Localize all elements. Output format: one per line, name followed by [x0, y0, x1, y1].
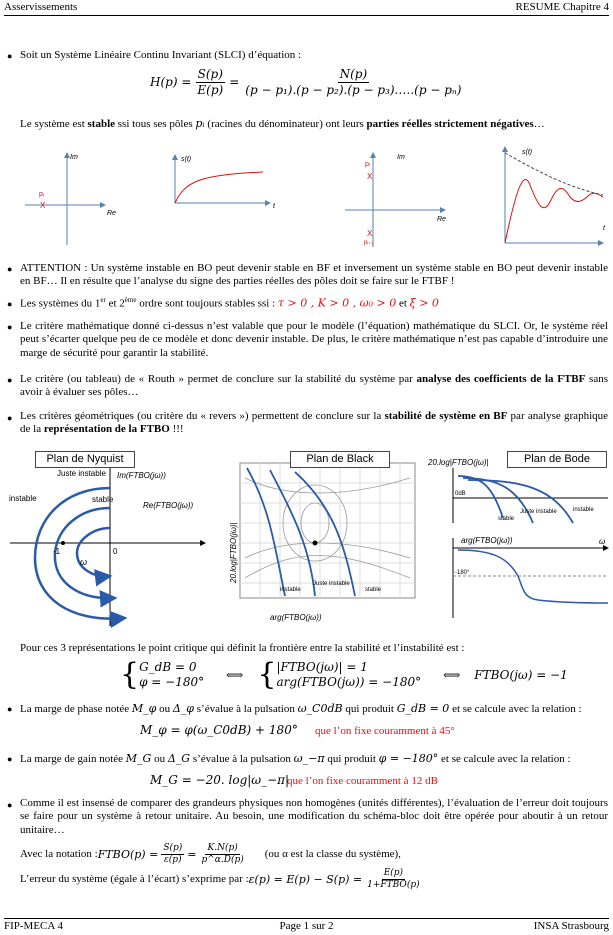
cond-arg: arg(FTBO(jω)) = −180°: [276, 675, 422, 689]
ftbo-lhs: FTBO(p) =: [97, 847, 159, 861]
error-text: Comme il est insensé de comparer des grandeurs physiques non homogènes (unités différentes), l’évaluation de l’erreur doit toujours se faire pour un système à retour unitaire. Au besoin, une modification du schéma-bloc doit être opérée pour aboutir à un retour unitaire…: [20, 797, 608, 836]
phase-margin-formula: M_φ = φ(ω_C0dB) + 180°: [140, 723, 298, 737]
b6-b: stabilité de système en BF: [384, 410, 508, 422]
cond-modulus: |FTBO(jω)| = 1: [276, 660, 368, 675]
cond-gdb: G_dB = 0: [139, 660, 197, 675]
mg-sym2: Δ_G: [167, 752, 191, 765]
page-header: [4, 1, 609, 16]
black-plot: [215, 448, 420, 628]
bullet-dot: ●: [7, 299, 13, 309]
bode-title: Plan de Bode: [507, 451, 607, 468]
b6-c: par analyse graphique de la: [20, 410, 609, 436]
mg-w: ω_−π: [293, 752, 325, 765]
im-label-2: Im: [397, 154, 405, 161]
eq-mid: =: [229, 74, 240, 89]
ny-minus-one: -1: [53, 547, 61, 556]
mp-e: et se calcule avec la relation :: [449, 703, 582, 715]
mp-sym2: Δ_φ: [172, 702, 195, 715]
mg-b: ou: [151, 753, 168, 765]
bullet-dot: ●: [7, 754, 13, 764]
phase-margin-note: que l’on fixe couramment à 45°: [315, 725, 455, 737]
b3-c: ordre sont toujours stables ssi :: [136, 297, 278, 310]
slci-intro: Soit un Système Linéaire Continu Invariant (SLCI) d’équation :: [20, 49, 302, 61]
class-note: (ou α est la classe du système),: [264, 847, 401, 860]
error-formula: ε(p) = E(p) − S(p) =: [248, 872, 363, 886]
mg-a: La marge de gain notée: [20, 753, 126, 765]
eq-den-2: (p − p₁).(p − p₂).(p − p₃).….(p − pₙ): [245, 82, 462, 97]
footer-left: FIP-MECA 4: [4, 920, 63, 932]
ftbo-frac-2: [199, 843, 245, 866]
attention-text: ATTENTION : Un système instable en BO peut devenir stable en BF et inversement un système stable en BO peut devenir instable en BF… Il en résulte que l’analyse du signe des parties réelles des pôles doit se faire sur le FTBF !: [20, 262, 608, 288]
bullet-dot: ●: [7, 704, 13, 714]
order-stability-text: [20, 296, 608, 311]
b6-a: Les critères géométriques (ou critère du « revers ») permettent de conclure sur la: [20, 410, 385, 422]
bullet-dot: ●: [7, 375, 13, 385]
slci-equation: [150, 67, 463, 97]
ny-instable: instable: [9, 494, 37, 503]
gain-margin-note: que l’on fixe couramment à 12 dB: [287, 775, 438, 787]
ftbo-d1: ε(p): [163, 854, 182, 865]
b3-a: Les systèmes du 1: [20, 297, 101, 310]
equiv-2: ⟺: [443, 667, 461, 682]
bullet-dot: ●: [7, 413, 13, 423]
t-label: t: [273, 203, 275, 210]
ftbo-n2: K.N(p): [207, 843, 238, 853]
eq-num-1: S(p): [197, 67, 223, 81]
stability-definition: [20, 117, 610, 131]
gain-margin-formula: M_G = −20. log|ω_−π|: [150, 773, 290, 787]
b6-e: !!!: [169, 423, 184, 436]
stable-pole-plane: [25, 153, 116, 245]
oscillating-step-response: [505, 147, 606, 243]
b3-sup2: ème: [124, 296, 137, 304]
pole-label-3: pᵢ₊₁: [364, 240, 374, 246]
bl-juste: Juste instable: [313, 581, 350, 587]
bullet-dot: ●: [7, 51, 13, 61]
error-d: 1+FTBO(p): [367, 879, 420, 890]
bl-x-axis: arg(FTBO(jω)): [270, 613, 322, 622]
gain-margin-text: [20, 752, 608, 766]
b5-a: Le critère (ou tableau) de « Routh » permet de conclure sur la stabilité du système par: [20, 373, 417, 385]
nyquist-title: Plan de Nyquist: [35, 451, 135, 468]
cond-set-2: [276, 660, 421, 689]
pole-marker-3: X: [367, 229, 373, 238]
ftbo-notation: [20, 843, 401, 866]
stability-plots: [5, 448, 610, 628]
black-title: Plan de Black: [290, 451, 390, 468]
nyquist-plot: [5, 448, 210, 628]
stab-3: ssi tous ses pôles: [115, 118, 196, 130]
re-label-2: Re: [437, 216, 446, 223]
st-label: s(t): [181, 156, 192, 163]
ny-omega: ω: [80, 557, 88, 567]
pole-marker: X: [40, 201, 46, 210]
bo-instable: instable: [573, 507, 594, 513]
b3-cond: τ > 0 , K > 0 , ω₀ > 0: [277, 296, 397, 310]
equiv-1: ⟺: [226, 667, 244, 682]
bullet-dot: ●: [7, 264, 13, 274]
error-frac: [365, 868, 421, 891]
pole-label-2: pᵢ: [365, 161, 370, 168]
stab-2: stable: [87, 118, 116, 130]
bullet-dot: ●: [7, 800, 13, 810]
bo-180: -180°: [455, 570, 470, 576]
bullet-dot: ●: [7, 322, 13, 332]
b3-b: et 2: [105, 297, 125, 310]
mp-a: La marge de phase notée: [20, 703, 132, 715]
ftbo-n1: S(p): [163, 843, 183, 853]
mp-w: ω_C0dB: [297, 702, 343, 715]
brace-1: {: [120, 657, 140, 692]
mg-e: et se calcule avec la relation :: [438, 753, 571, 765]
criterion-limit-text: Le critère mathématique donné ci-dessus n’est valable que pour le modèle (l’équation) mathématique du SLCI. Or, le système réel peut s’écarter quelque peu de ce modèle et donc devenir instable. De plus, le critère mathématique n’est pas capable d’introduire une marge de sécurité pour garantir la stabilité.: [20, 320, 608, 359]
page-footer: [4, 918, 609, 934]
header-right: RESUME Chapitre 4: [515, 1, 609, 13]
bo-0db: 0dB: [455, 491, 466, 497]
poles-figure: [25, 145, 610, 250]
error-label: L’erreur du système (égale à l’écart) s’exprime par :: [20, 872, 249, 885]
b6-d: représentation de la FTBO: [43, 423, 170, 436]
mp-g: G_dB = 0: [396, 702, 450, 715]
ftbo-eq: =: [187, 847, 197, 861]
mg-sym: M_G: [125, 752, 152, 765]
ny-zero: 0: [113, 547, 118, 556]
oscillating-pole-plane: [345, 153, 446, 247]
stable-step-response: [175, 155, 276, 210]
bo-omega: ω: [599, 537, 606, 546]
b3-cond2: ξ > 0: [409, 296, 439, 310]
cond-ftbo: FTBO(jω) = −1: [474, 667, 568, 682]
error-n: E(p): [383, 868, 404, 878]
bo-mag-axis: 20.log|FTBO(jω)|: [428, 458, 489, 467]
b5-b: analyse des coefficients de la FTBF: [416, 373, 586, 385]
ny-stable: stable: [92, 495, 114, 504]
b3-sup1: er: [100, 296, 106, 304]
mp-b: ou: [156, 703, 173, 715]
bl-y-axis: 20.log|FTBO(jω)|: [229, 522, 238, 583]
ny-im-axis: Im(FTBO(jω)): [117, 471, 166, 480]
stab-5: (racines du dénominateur) ont leurs: [204, 118, 367, 130]
footer-right: INSA Strasbourg: [533, 920, 609, 932]
brace-2: {: [257, 657, 277, 692]
bo-juste: Juste instable: [520, 509, 557, 515]
footer-center: Page 1 sur 2: [279, 920, 334, 932]
cond-phi: φ = −180°: [139, 675, 205, 689]
ny-re-axis: Re(FTBO(jω)): [143, 501, 194, 510]
bl-instable: instable: [280, 587, 301, 593]
critical-point-intro: Pour ces 3 représentations le point critique qui définit la frontière entre la stabilité et l’instabilité est :: [20, 642, 465, 654]
notation-label: Avec la notation :: [20, 847, 98, 860]
ny-juste: Juste instable: [57, 469, 106, 478]
phase-margin-text: [20, 702, 608, 716]
eq-den-1: E(p): [197, 82, 224, 97]
routh-text: [20, 373, 608, 400]
im-label: Im: [70, 154, 78, 161]
t-label-2: t: [603, 225, 605, 232]
mg-c: s’évalue à la pulsation: [190, 753, 294, 765]
st-label-2: s(t): [522, 149, 533, 156]
bo-stable: stable: [498, 516, 515, 522]
b5-c: sans avoir à évaluer ses pôles…: [20, 373, 608, 399]
bode-plot: [423, 448, 613, 628]
critical-point-equations: [120, 657, 568, 692]
b3-et: et: [396, 297, 410, 310]
error-expression: [20, 868, 422, 891]
pole-label: pᵢ: [39, 191, 44, 198]
mp-c: s’évalue à la pulsation: [194, 703, 298, 715]
eq-frac-1: [195, 67, 225, 97]
stab-7: …: [533, 118, 545, 130]
pole-marker-2: X: [367, 172, 373, 181]
geometric-criteria-text: [20, 410, 608, 437]
mg-g: φ = −180°: [378, 752, 439, 765]
mg-d: qui produit: [324, 753, 379, 765]
stab-6: parties réelles strictement négatives: [366, 118, 534, 130]
header-left: Asservissements: [4, 1, 78, 13]
stab-1: Le système est: [20, 118, 88, 130]
bo-phase-axis: arg(FTBO(jω)): [461, 536, 513, 545]
eq-frac-2: [243, 67, 463, 97]
ftbo-frac-1: [161, 843, 184, 866]
cond-set-1: [139, 660, 204, 689]
eq-lhs: H(p) =: [150, 74, 192, 89]
bl-stable: stable: [365, 587, 382, 593]
ftbo-d2: p^α.D(p): [201, 854, 244, 865]
mp-d: qui produit: [342, 703, 397, 715]
eq-num-2: N(p): [339, 67, 368, 81]
re-label: Re: [107, 210, 116, 217]
stab-4: pᵢ: [195, 117, 205, 130]
mp-sym: M_φ: [131, 702, 157, 715]
